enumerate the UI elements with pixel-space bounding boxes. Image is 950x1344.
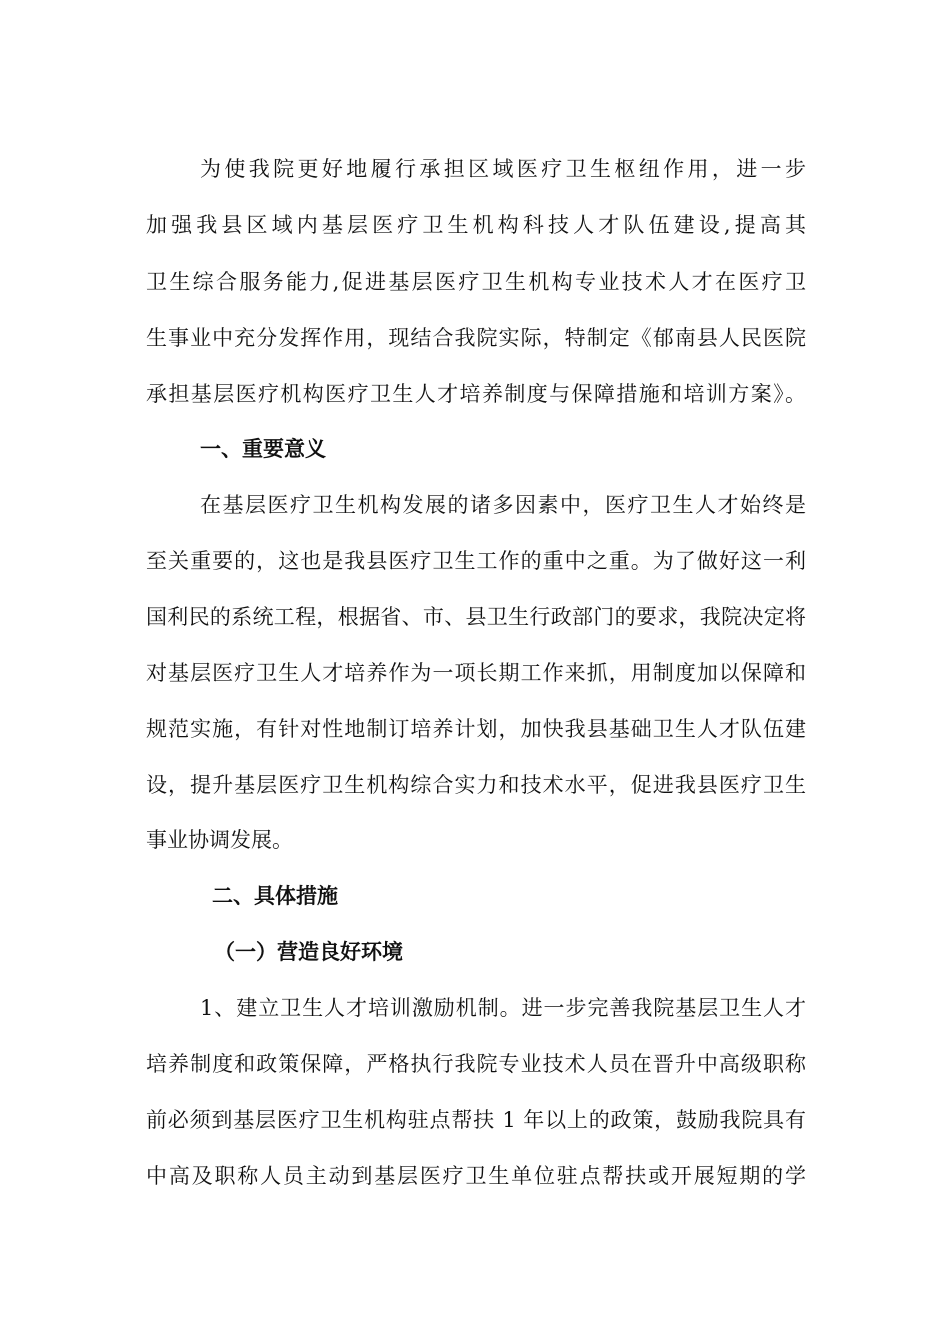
paragraph-line: 中高及职称人员主动到基层医疗卫生单位驻点帮扶或开展短期的学: [146, 1164, 806, 1188]
paragraph-line: 前必须到基层医疗卫生机构驻点帮扶 1 年以上的政策，鼓励我院具有: [146, 1108, 806, 1132]
paragraph-line: 培养制度和政策保障，严格执行我院专业技术人员在晋升中高级职称: [146, 1052, 806, 1076]
section-heading-significance: 一、重要意义: [200, 437, 326, 461]
paragraph-line: 在基层医疗卫生机构发展的诸多因素中，医疗卫生人才始终是: [200, 493, 806, 517]
paragraph-line: 国利民的系统工程，根据省、市、县卫生行政部门的要求，我院决定将: [146, 605, 806, 629]
paragraph-line: 事业协调发展。: [146, 828, 293, 852]
subsection-heading-environment: （一）营造良好环境: [214, 940, 403, 964]
paragraph-line: 对基层医疗卫生人才培养作为一项长期工作来抓，用制度加以保障和: [146, 661, 806, 685]
paragraph-line: 至关重要的，这也是我县医疗卫生工作的重中之重。为了做好这一利: [146, 549, 806, 573]
paragraph-line: 设，提升基层医疗卫生机构综合实力和技术水平，促进我县医疗卫生: [146, 773, 806, 797]
section-heading-measures: 二、具体措施: [212, 884, 338, 908]
paragraph-line: 加强我县区域内基层医疗卫生机构科技人才队伍建设,提高其: [146, 213, 806, 237]
paragraph-line: 承担基层医疗机构医疗卫生人才培养制度与保障措施和培训方案》。: [146, 382, 806, 406]
paragraph-line: 1、建立卫生人才培训激励机制。进一步完善我院基层卫生人才: [200, 996, 806, 1020]
paragraph-line: 卫生综合服务能力,促进基层医疗卫生机构专业技术人才在医疗卫: [146, 270, 806, 294]
paragraph-line: 规范实施，有针对性地制订培养计划，加快我县基础卫生人才队伍建: [146, 717, 806, 741]
paragraph-line: 为使我院更好地履行承担区域医疗卫生枢纽作用，进一步: [200, 157, 806, 181]
paragraph-line: 生事业中充分发挥作用，现结合我院实际，特制定《郁南县人民医院: [146, 326, 806, 350]
